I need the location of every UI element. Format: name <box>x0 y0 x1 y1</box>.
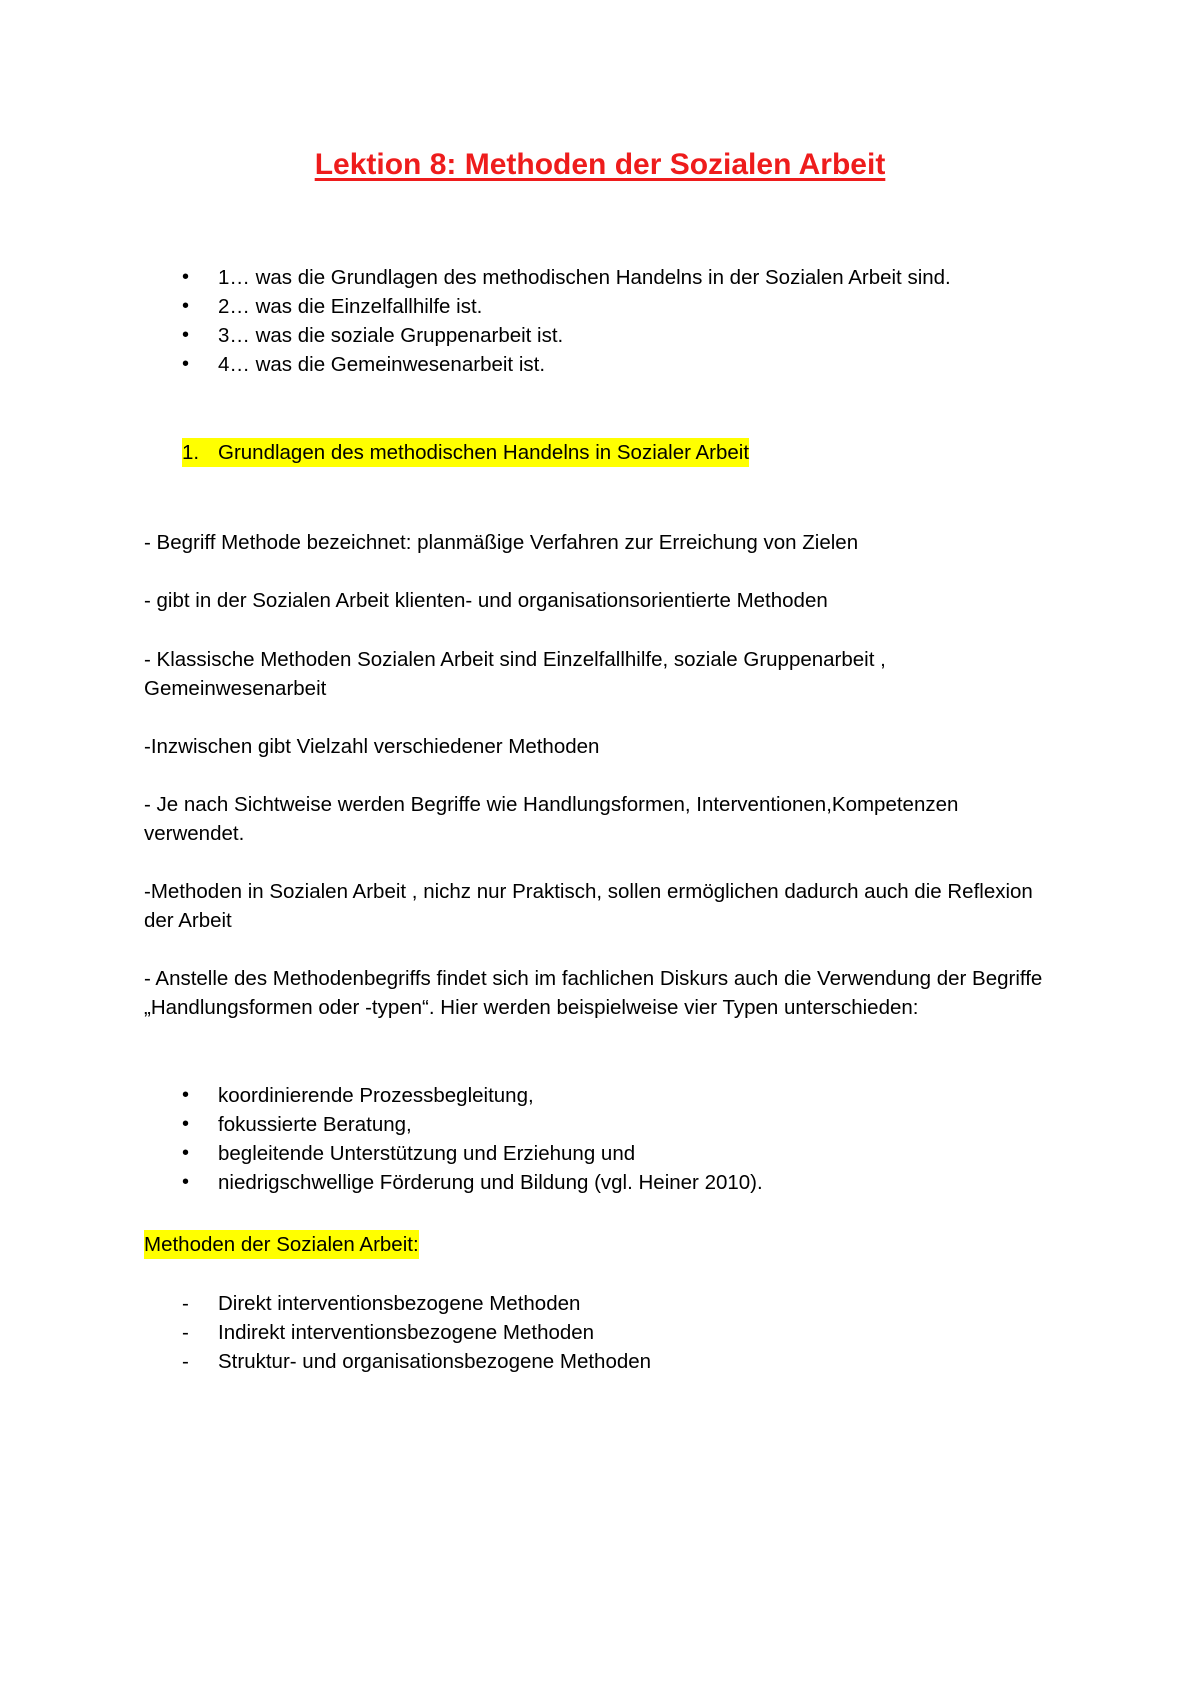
page-title: Lektion 8: Methoden der Sozialen Arbeit <box>314 148 886 181</box>
dash-icon: - <box>182 1321 189 1344</box>
list-item: • begleitende Unterstützung und Erziehung und <box>182 1139 763 1168</box>
paragraph: - Je nach Sichtweise werden Begriffe wie Handlungsformen, Interventionen,Kompetenzen verwendet. <box>144 793 959 845</box>
bullet-icon: • <box>182 324 190 346</box>
paragraph: -Methoden in Sozialen Arbeit , nichz nur Praktisch, sollen ermöglichen dadurch auch die Reflexion der Arbeit <box>144 880 1033 932</box>
list-item: - Struktur- und organisationsbezogene Methoden <box>182 1347 651 1376</box>
bullet-icon: • <box>182 353 190 375</box>
section-heading-text: Grundlagen des methodischen Handelns in Sozialer Arbeit <box>218 441 750 464</box>
bullet-icon: • <box>182 266 190 288</box>
bullet-icon: • <box>182 1171 190 1193</box>
list-item: - Indirekt interventionsbezogene Methoden <box>182 1318 651 1347</box>
paragraph: - Anstelle des Methodenbegriffs findet sich im fachlichen Diskurs auch die Verwendung der Begriffe „Handlungsformen oder -typen“. Hier werden beispielweise vier Typen unterschieden: <box>144 967 1043 1019</box>
bullet-icon: • <box>182 1142 190 1164</box>
list-item: • 2… was die Einzelfallhilfe ist. <box>182 292 951 321</box>
list-item: • 1… was die Grundlagen des methodischen Handelns in der Sozialen Arbeit sind. <box>182 263 951 292</box>
list-item: • fokussierte Beratung, <box>182 1110 763 1139</box>
objectives-list <box>182 263 951 379</box>
bullet-icon: • <box>182 295 190 317</box>
dash-icon: - <box>182 1292 189 1315</box>
types-list <box>182 1081 763 1197</box>
methods-heading: Methoden der Sozialen Arbeit: <box>144 1230 419 1259</box>
list-item: - Direkt interventionsbezogene Methoden <box>182 1289 651 1318</box>
dash-icon: - <box>182 1350 189 1373</box>
paragraph: - Begriff Methode bezeichnet: planmäßige Verfahren zur Erreichung von Zielen <box>144 531 859 554</box>
bullet-icon: • <box>182 1113 190 1135</box>
list-item: • 4… was die Gemeinwesenarbeit ist. <box>182 350 951 379</box>
section-number: 1. <box>182 441 200 464</box>
list-item: • koordinierende Prozessbegleitung, <box>182 1081 763 1110</box>
paragraph: -Inzwischen gibt Vielzahl verschiedener Methoden <box>144 735 600 758</box>
methods-list <box>182 1289 651 1376</box>
list-item: • niedrigschwellige Förderung und Bildung (vgl. Heiner 2010). <box>182 1168 763 1197</box>
section-heading-1 <box>182 438 749 467</box>
list-item: • 3… was die soziale Gruppenarbeit ist. <box>182 321 951 350</box>
bullet-icon: • <box>182 1084 190 1106</box>
paragraph: - gibt in der Sozialen Arbeit klienten- und organisationsorientierte Methoden <box>144 589 828 612</box>
paragraph: - Klassische Methoden Sozialen Arbeit sind Einzelfallhilfe, soziale Gruppenarbeit , Gemeinwesenarbeit <box>144 648 886 700</box>
